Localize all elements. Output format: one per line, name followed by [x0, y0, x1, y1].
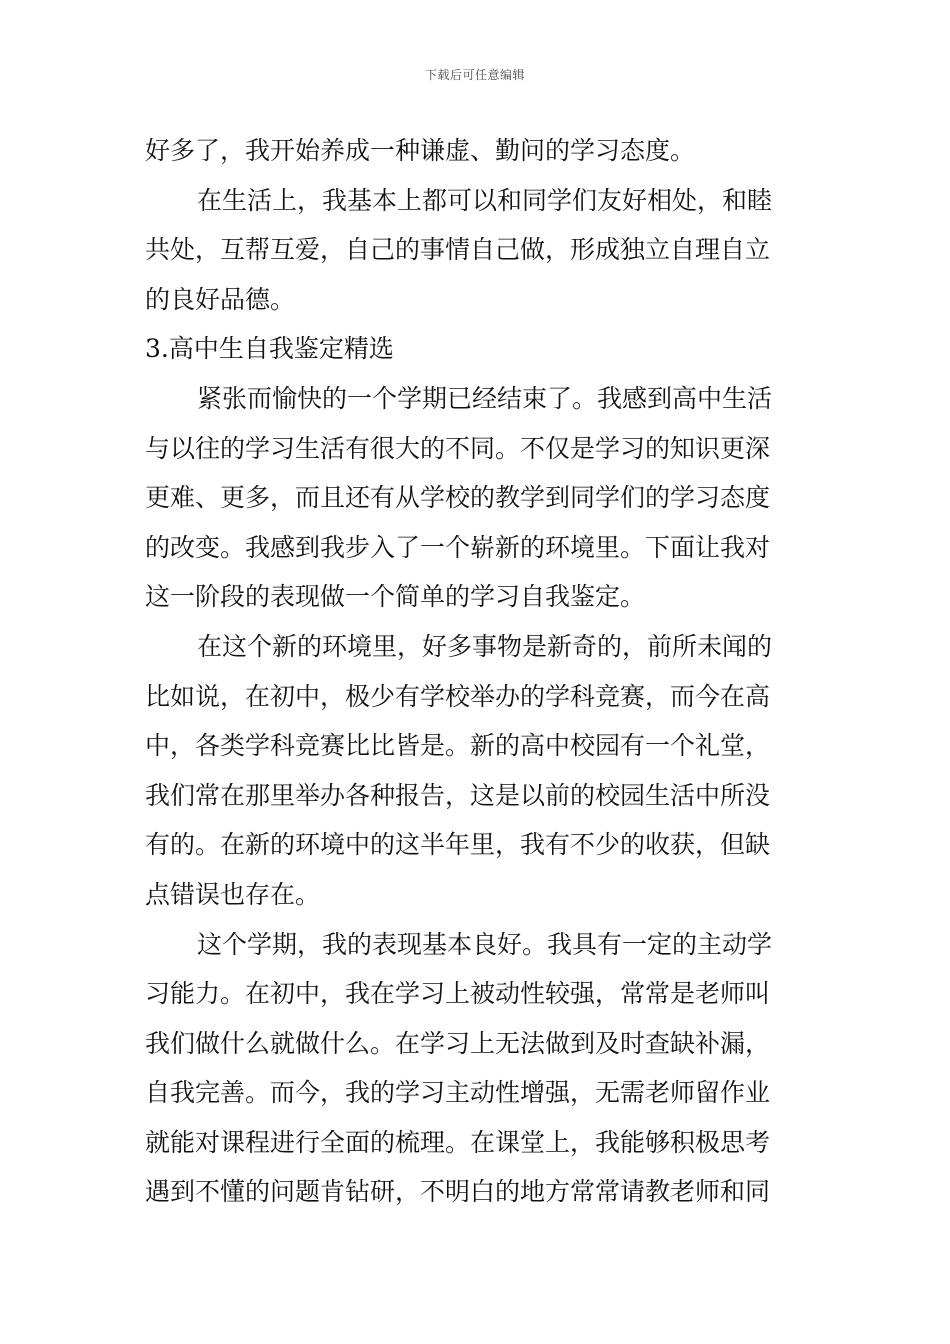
- text-line: 中，各类学科竞赛比比皆是。新的高中校园有一个礼堂，: [145, 731, 771, 761]
- text-line: 更难、更多，而且还有从学校的教学到同学们的学习态度: [145, 483, 771, 513]
- text-line: 就能对课程进行全面的梳理。在课堂上，我能够积极思考: [145, 1127, 771, 1157]
- text-line: 的改变。我感到我步入了一个崭新的环境里。下面让我对: [145, 532, 771, 562]
- paragraph-start-line: 在生活上，我基本上都可以和同学们友好相处，和睦: [197, 185, 773, 215]
- text-line: 这一阶段的表现做一个简单的学习自我鉴定。: [145, 582, 646, 612]
- text-line: 与以往的学习生活有很大的不同。不仅是学习的知识更深: [145, 433, 771, 463]
- text-line: 我们常在那里举办各种报告，这是以前的校园生活中所没: [145, 780, 771, 810]
- text-line: 的良好品德。: [145, 284, 296, 314]
- text-line: 自我完善。而今，我的学习主动性增强，无需老师留作业: [145, 1078, 771, 1108]
- section-heading: 3.高中生自我鉴定精选: [145, 334, 394, 364]
- text-line: 共处，互帮互爱，自己的事情自己做，形成独立自理自立: [145, 235, 771, 265]
- header-note: 下载后可任意编辑: [424, 68, 525, 82]
- document-body: [145, 126, 810, 1217]
- text-line: 有的。在新的环境中的这半年里，我有不少的收获，但缺: [145, 830, 771, 860]
- paragraph-start-line: 在这个新的环境里，好多事物是新奇的，前所未闻的: [197, 631, 773, 661]
- text-line: 习能力。在初中，我在学习上被动性较强，常常是老师叫: [145, 979, 771, 1009]
- text-line: 我们做什么就做什么。在学习上无法做到及时查缺补漏，: [145, 1028, 771, 1058]
- text-line: 点错误也存在。: [145, 879, 321, 909]
- paragraph-start-line: 这个学期，我的表现基本良好。我具有一定的主动学: [197, 929, 773, 959]
- paragraph-start-line: 紧张而愉快的一个学期已经结束了。我感到高中生活: [197, 383, 773, 413]
- text-line: 好多了，我开始养成一种谦虚、勤问的学习态度。: [145, 136, 696, 165]
- text-line: 比如说，在初中，极少有学校举办的学科竞赛，而今在高: [145, 681, 771, 711]
- text-line: 遇到不懂的问题肯钻研，不明白的地方常常请教老师和同: [145, 1177, 771, 1207]
